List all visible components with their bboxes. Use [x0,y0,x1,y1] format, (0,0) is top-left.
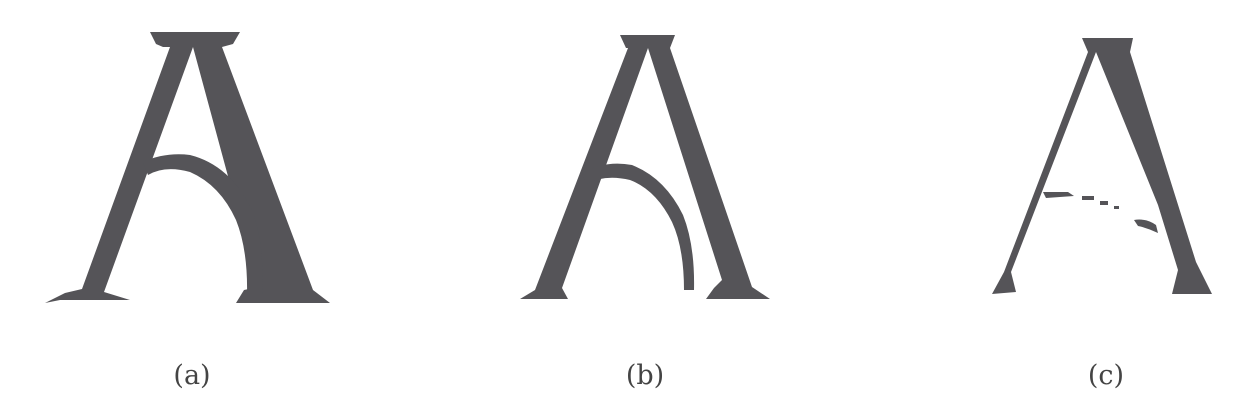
panel-c-crossbar-dash-3 [1114,206,1119,209]
panel-b-letter [520,35,770,299]
caption-c: (c) [1087,360,1125,391]
caption-a: (a) [173,360,211,391]
panel-c-letter [992,38,1212,294]
caption-b: (b) [625,360,665,391]
panel-c-crossbar-right [1134,220,1158,233]
panel-c-crossbar-left [1043,192,1074,198]
panel-b-right-stroke [648,48,770,299]
panel-a-top-serif [150,32,240,47]
panel-c-left-hairline [992,52,1096,294]
panel-a-letter [45,32,330,303]
panel-c-top-serif [1082,38,1133,52]
panel-a-left-stroke [45,47,193,303]
panel-c-crossbar-dash-2 [1100,201,1108,205]
panel-c-right-stroke [1096,52,1212,294]
panel-b-top-serif [620,35,675,48]
panel-c-crossbar-dash-1 [1082,196,1094,200]
